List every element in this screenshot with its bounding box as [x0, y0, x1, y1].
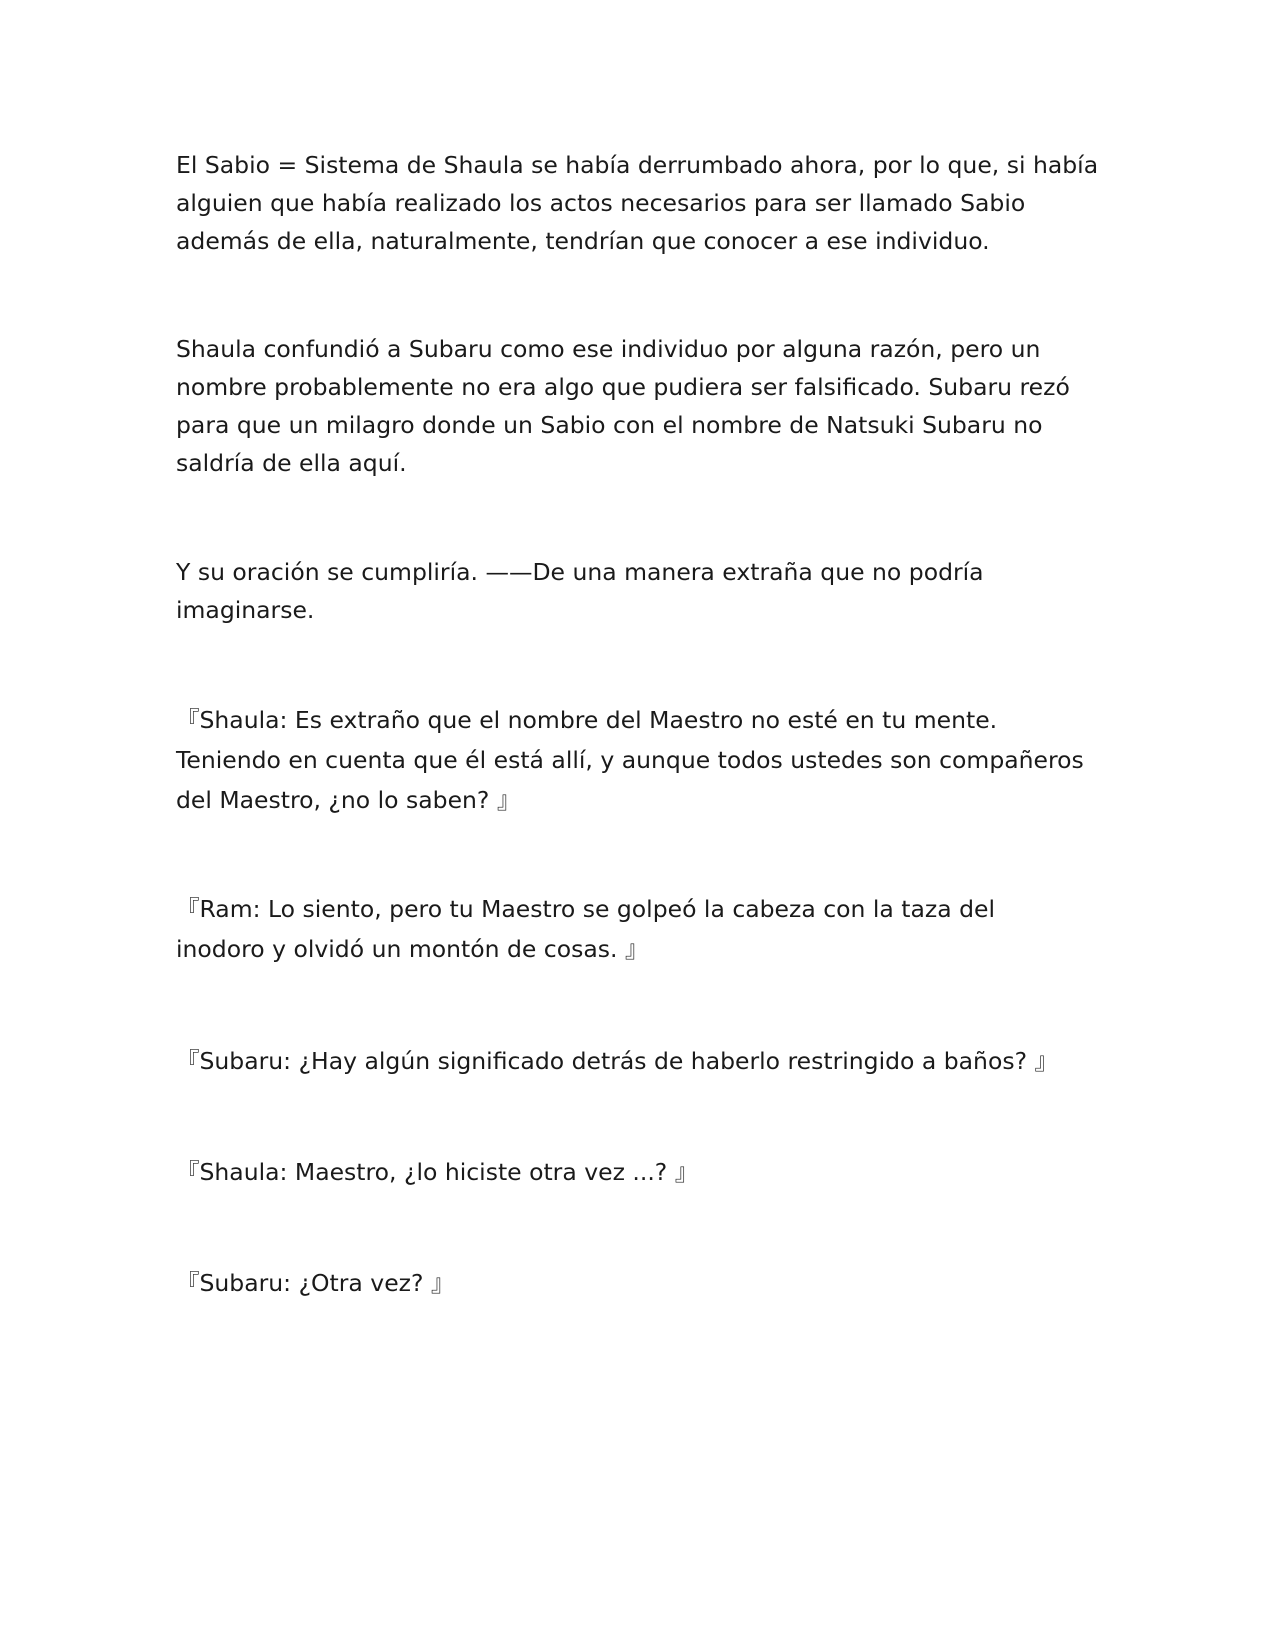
paragraph-3: [176, 553, 1096, 629]
text-line: alguien que había realizado los actos necesarios para ser llamado Sabio: [176, 189, 1026, 217]
text-line: 『Subaru: ¿Hay algún significado detrás de haberlo restringido a baños? 』: [176, 1047, 1059, 1075]
dialogue-shaula-2: [176, 1152, 1096, 1192]
text-line: inodoro y olvidó un montón de cosas. 』: [176, 935, 649, 963]
text-line: para que un milagro donde un Sabio con el nombre de Natsuki Subaru no: [176, 411, 1043, 439]
paragraph-2: [176, 330, 1096, 482]
dialogue-subaru-2: [176, 1263, 1096, 1303]
text-line: 『Shaula: Maestro, ¿lo hiciste otra vez ...? 』: [176, 1158, 699, 1186]
text-line: además de ella, naturalmente, tendrían que conocer a ese individuo.: [176, 227, 990, 255]
text-line: El Sabio = Sistema de Shaula se había derrumbado ahora, por lo que, si había: [176, 151, 1099, 179]
text-line: Shaula confundió a Subaru como ese individuo por alguna razón, pero un: [176, 335, 1041, 363]
text-line: 『Subaru: ¿Otra vez? 』: [176, 1269, 455, 1297]
text-line: imaginarse.: [176, 596, 315, 624]
dialogue-ram: [176, 889, 1096, 969]
text-line: saldría de ella aquí.: [176, 449, 407, 477]
text-line: nombre probablemente no era algo que pudiera ser falsificado. Subaru rezó: [176, 373, 1070, 401]
text-line: Y su oración se cumpliría. ——De una manera extraña que no podría: [176, 558, 984, 586]
text-line: 『Ram: Lo siento, pero tu Maestro se golpeó la cabeza con la taza del: [176, 895, 996, 923]
text-line: 『Shaula: Es extraño que el nombre del Maestro no esté en tu mente.: [176, 706, 998, 734]
paragraph-1: [176, 146, 1099, 260]
dialogue-shaula-1: [176, 700, 1096, 820]
text-line: del Maestro, ¿no lo saben? 』: [176, 786, 521, 814]
dialogue-subaru-1: [176, 1041, 1096, 1081]
text-line: Teniendo en cuenta que él está allí, y aunque todos ustedes son compañeros: [176, 746, 1084, 774]
